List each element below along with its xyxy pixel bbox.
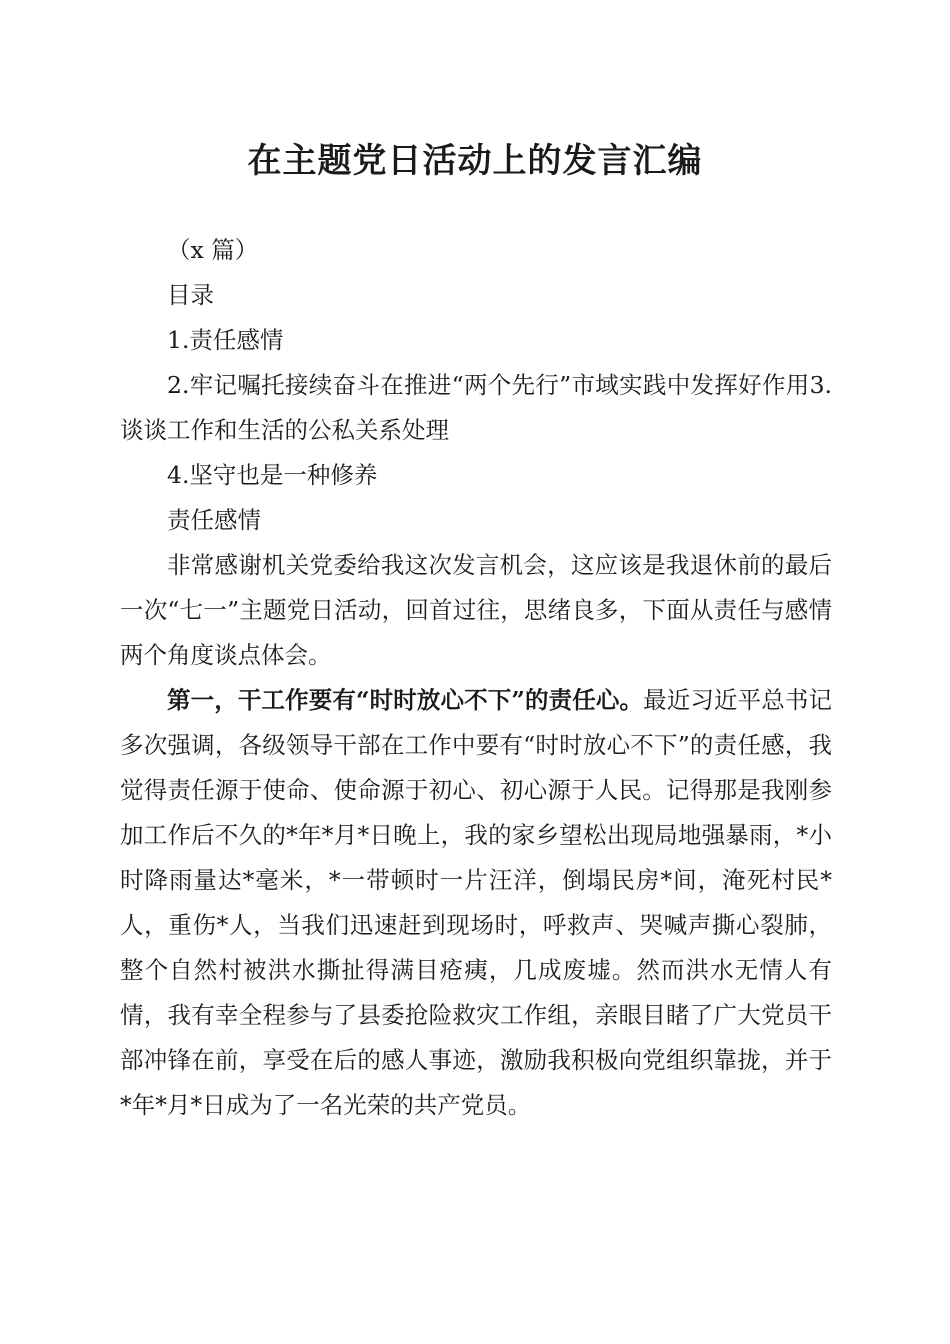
toc-item-2: 2.牢记嘱托接续奋斗在推进“两个先行”市域实践中发挥好作用 — [167, 371, 810, 399]
count-note: （x 篇） — [167, 236, 259, 264]
point-one-heading: 第一，干工作要有“时时放心不下”的责任心。 — [167, 686, 644, 714]
intro-paragraph: 非常感谢机关党委给我这次发言机会，这应该是我退休前的最后一次“七一”主题党日活动，回首过往，思绪良多，下面从责任与感情两个角度谈点体会。 — [120, 551, 832, 669]
point-one-body: 最近习近平总书记多次强调，各级领导干部在工作中要有“时时放心不下”的责任感，我觉得责任源于使命、使命源于初心、初心源于人民。记得那是我刚参加工作后不久的*年*月*日晚上，我的家乡望松出现局地强暴雨，*小时降雨量达*毫米，*一带顿时一片汪洋，倒塌民房*间，淹死村民*人，重伤*人，当我们迅速赶到现场时，呼救声、哭喊声撕心裂肺，整个自然村被洪水撕扯得满目疮痍，几成废墟。然而洪水无情人有情，我有幸全程参与了县委抢险救灾工作组，亲眼目睹了广大党员干部冲锋在前，享受在后的感人事迹，激励我积极向党组织靠拢，并于*年*月*日成为了一名光荣的共产党员。 — [120, 686, 832, 1119]
toc-items-2-3 — [120, 363, 832, 453]
document-body — [120, 228, 832, 1128]
toc-heading: 目录 — [167, 281, 214, 309]
toc-item-4: 4.坚守也是一种修养 — [167, 461, 378, 489]
point-one-paragraph — [120, 678, 832, 1128]
toc-item-1: 1.责任感情 — [167, 326, 284, 354]
section-title: 责任感情 — [167, 506, 261, 534]
toc-item-3: 3.谈谈工作和生活的公私关系处理 — [120, 371, 832, 444]
document-title: 在主题党日活动上的发言汇编 — [247, 141, 703, 181]
